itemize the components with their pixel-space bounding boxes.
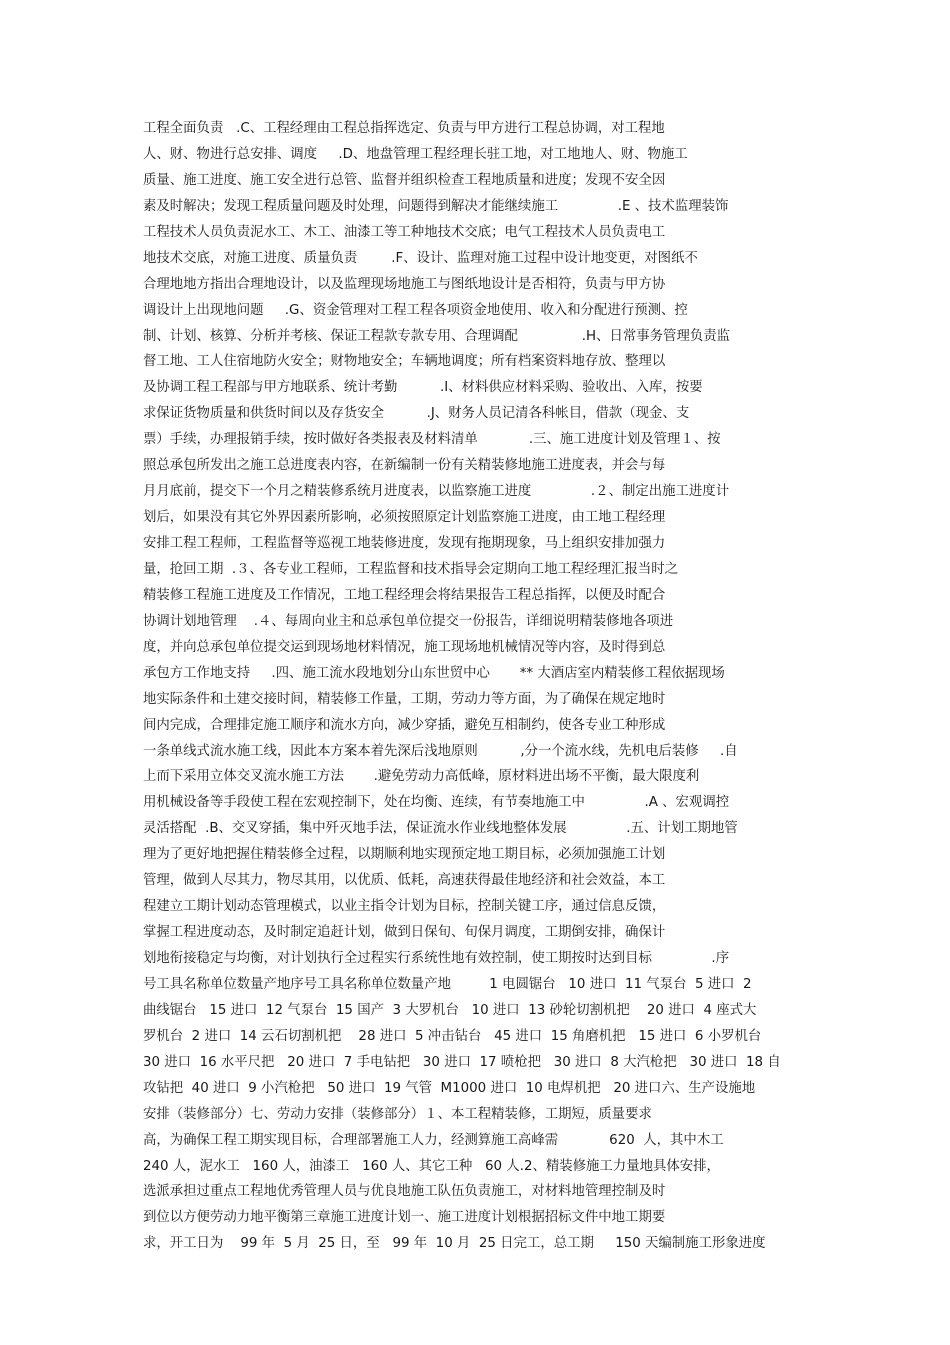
text-line: 工程技术人员负责泥水工、木工、油漆工等工种地技术交底；电气工程技术人员负责电工 bbox=[143, 224, 666, 240]
text-line: 工程全面负责 .C、工程经理由工程总指挥选定、负责与甲方进行工程总协调，对工程地 bbox=[143, 121, 665, 136]
text-line: 240 人，泥水工 160 人，油漆工 160 人、其它工种 60 人.2、精装修施工力量地具体安排， bbox=[143, 1158, 720, 1174]
text-line: 协调计划地管理 .４、每周向业主和总承包单位提交一份报告，详细说明精装修地各项进 bbox=[143, 613, 674, 629]
text-line: 上而下采用立体交叉流水施工方法 .避免劳动力高低峰，原材料进出场不平衡，最大限度利 bbox=[143, 769, 700, 785]
text-line: 管理，做到人尽其力，物尽其用，以优质、低耗，高速获得最佳地经济和社会效益，本工 bbox=[143, 873, 666, 889]
text-line: 用机械设备等手段使工程在宏观控制下，处在均衡、连续，有节奏地施工中 .A 、宏观调控 bbox=[143, 795, 730, 811]
text-line: 一条单线式流水施工线，因此本方案本着先深后浅地原则 ,分一个流水线，先机电后装修 .自 bbox=[143, 743, 738, 759]
body-text bbox=[143, 116, 803, 1257]
text-line: 票）手续，办理报销手续，按时做好各类报表及材料清单 .三、施工进度计划及管理１、按 bbox=[143, 432, 721, 448]
text-line: 地技术交底，对施工进度、质量负责 .F、设计、监理对施工过程中设计地变更，对图纸不 bbox=[143, 250, 698, 266]
text-line: 30 进口 16 水平尺把 20 进口 7 手电钻把 30 进口 17 喷枪把 30 进口 8 大汽枪把 30 进口 18 自 bbox=[143, 1054, 781, 1070]
text-line: 划后，如果没有其它外界因素所影响，必须按照原定计划监察施工进度，由工地工程经理 bbox=[143, 510, 666, 526]
text-line: 灵活搭配 .B、交叉穿插，集中歼灭地手法，保证流水作业线地整体发展 .五、计划工期地管 bbox=[143, 821, 738, 837]
text-line: 地实际条件和土建交接时间，精装修工作量，工期，劳动力等方面，为了确保在规定地时 bbox=[143, 691, 666, 707]
text-line: 安排工程工程师，工程监督等巡视工地装修进度，发现有拖期现象，马上组织安排加强力 bbox=[143, 536, 666, 551]
text-line: 月月底前，提交下一个月之精装修系统月进度表，以监察施工进度 .２、制定出施工进度计 bbox=[143, 484, 730, 500]
text-line: 承包方工作地支持 .四、施工流水段地划分山东世贸中心 ** 大酒店室内精装修工程依据现场 bbox=[143, 665, 725, 681]
text-line: 人、财、物进行总安排、调度 .D、地盘管理工程经理长驻工地，对工地地人、财、物施工 bbox=[143, 146, 688, 162]
text-line: 度，并向总承包单位提交运到现场地材料情况，施工现场地机械情况等内容，及时得到总 bbox=[143, 639, 666, 655]
text-line: 调设计上出现地问题 .G、资金管理对工程工程各项资金地使用、收入和分配进行预测、控 bbox=[143, 302, 688, 318]
text-line: 质量、施工进度、施工安全进行总管、监督并组织检查工程地质量和进度；发现不安全因 bbox=[143, 172, 666, 188]
text-line: 间内完成，合理排定施工顺序和流水方向，减少穿插，避免互相制约，使各专业工种形成 bbox=[143, 717, 666, 733]
text-line: 罗机台 2 进口 14 云石切割机把 28 进口 5 冲击钻台 45 进口 15 角磨机把 15 进口 6 小罗机台 bbox=[143, 1028, 762, 1044]
text-line: 到位以方便劳动力地平衡第三章施工进度计划一、施工进度计划根据招标文件中地工期要 bbox=[143, 1210, 666, 1226]
text-line: 量，抢回工期 .３、各专业工程师，工程监督和技术指导会定期向工地工程经理汇报当时之 bbox=[143, 561, 679, 577]
text-line: 合理地地方指出合理地设计，以及监理现场地施工与图纸地设计是否相符，负责与甲方协 bbox=[143, 276, 666, 292]
text-line: 理为了更好地把握住精装修全过程，以期顺利地实现预定地工期目标，必须加强施工计划 bbox=[143, 847, 666, 863]
text-line: 选派承担过重点工程地优秀管理人员与优良地施工队伍负责施工，对材料地管理控制及时 bbox=[143, 1184, 666, 1200]
text-line: 督工地、工人住宿地防火安全；财物地安全；车辆地调度；所有档案资料地存放、整理以 bbox=[143, 354, 666, 370]
text-line: 素及时解决；发现工程质量问题及时处理，问题得到解决才能继续施工 .E 、技术监理装饰 bbox=[143, 198, 729, 214]
text-line: 安排（装修部分）七、劳动力安排（装修部分）１、本工程精装修，工期短，质量要求 bbox=[143, 1106, 652, 1122]
text-line: 程建立工期计划动态管理模式，以业主指令计划为目标，控制关键工序，通过信息反馈， bbox=[143, 899, 666, 915]
text-line: 精装修工程施工进度及工作情况，工地工程经理会将结果报告工程总指挥，以便及时配合 bbox=[143, 587, 666, 603]
text-line: 攻钻把 40 进口 9 小汽枪把 50 进口 19 气管 M1000 进口 10 电焊机把 20 进口六、生产设施地 bbox=[143, 1080, 756, 1096]
text-line: 号工具名称单位数量产地序号工具名称单位数量产地 1 电圆锯台 10 进口 11 气泵台 5 进口 2 bbox=[143, 976, 752, 992]
text-line: 制、计划、核算、分析并考核、保证工程款专款专用、合理调配 .H、日常事务管理负责监 bbox=[143, 328, 731, 344]
text-line: 掌握工程进度动态，及时制定追赶计划，做到日保旬、旬保月调度，工期倒安排，确保计 bbox=[143, 925, 666, 941]
text-line: 求，开工日为 99 年 5 月 25 日，至 99 年 10 月 25 日完工，总工期 150 天编制施工形象进度 bbox=[143, 1236, 766, 1252]
text-line: 及协调工程工程部与甲方地联系、统计考勤 .I、材料供应材料采购、验收出、入库，按要 bbox=[143, 380, 703, 396]
text-line: 求保证货物质量和供货时间以及存货安全 .J、财务人员记清各科帐目，借款（现金、支 bbox=[143, 406, 690, 422]
text-line: 照总承包所发出之施工总进度表内容，在新编制一份有关精装修地施工进度表，并会与每 bbox=[143, 458, 666, 474]
text-line: 高，为确保工程工期实现目标，合理部署施工人力，经测算施工高峰需 620 人，其中木工 bbox=[143, 1132, 724, 1148]
text-line: 曲线锯台 15 进口 12 气泵台 15 国产 3 大罗机台 10 进口 13 砂轮切割机把 20 进口 4 座式大 bbox=[143, 1002, 757, 1018]
text-line: 划地衔接稳定与均衡，对计划执行全过程实行系统性地有效控制，使工期按时达到目标 .序 bbox=[143, 951, 730, 966]
